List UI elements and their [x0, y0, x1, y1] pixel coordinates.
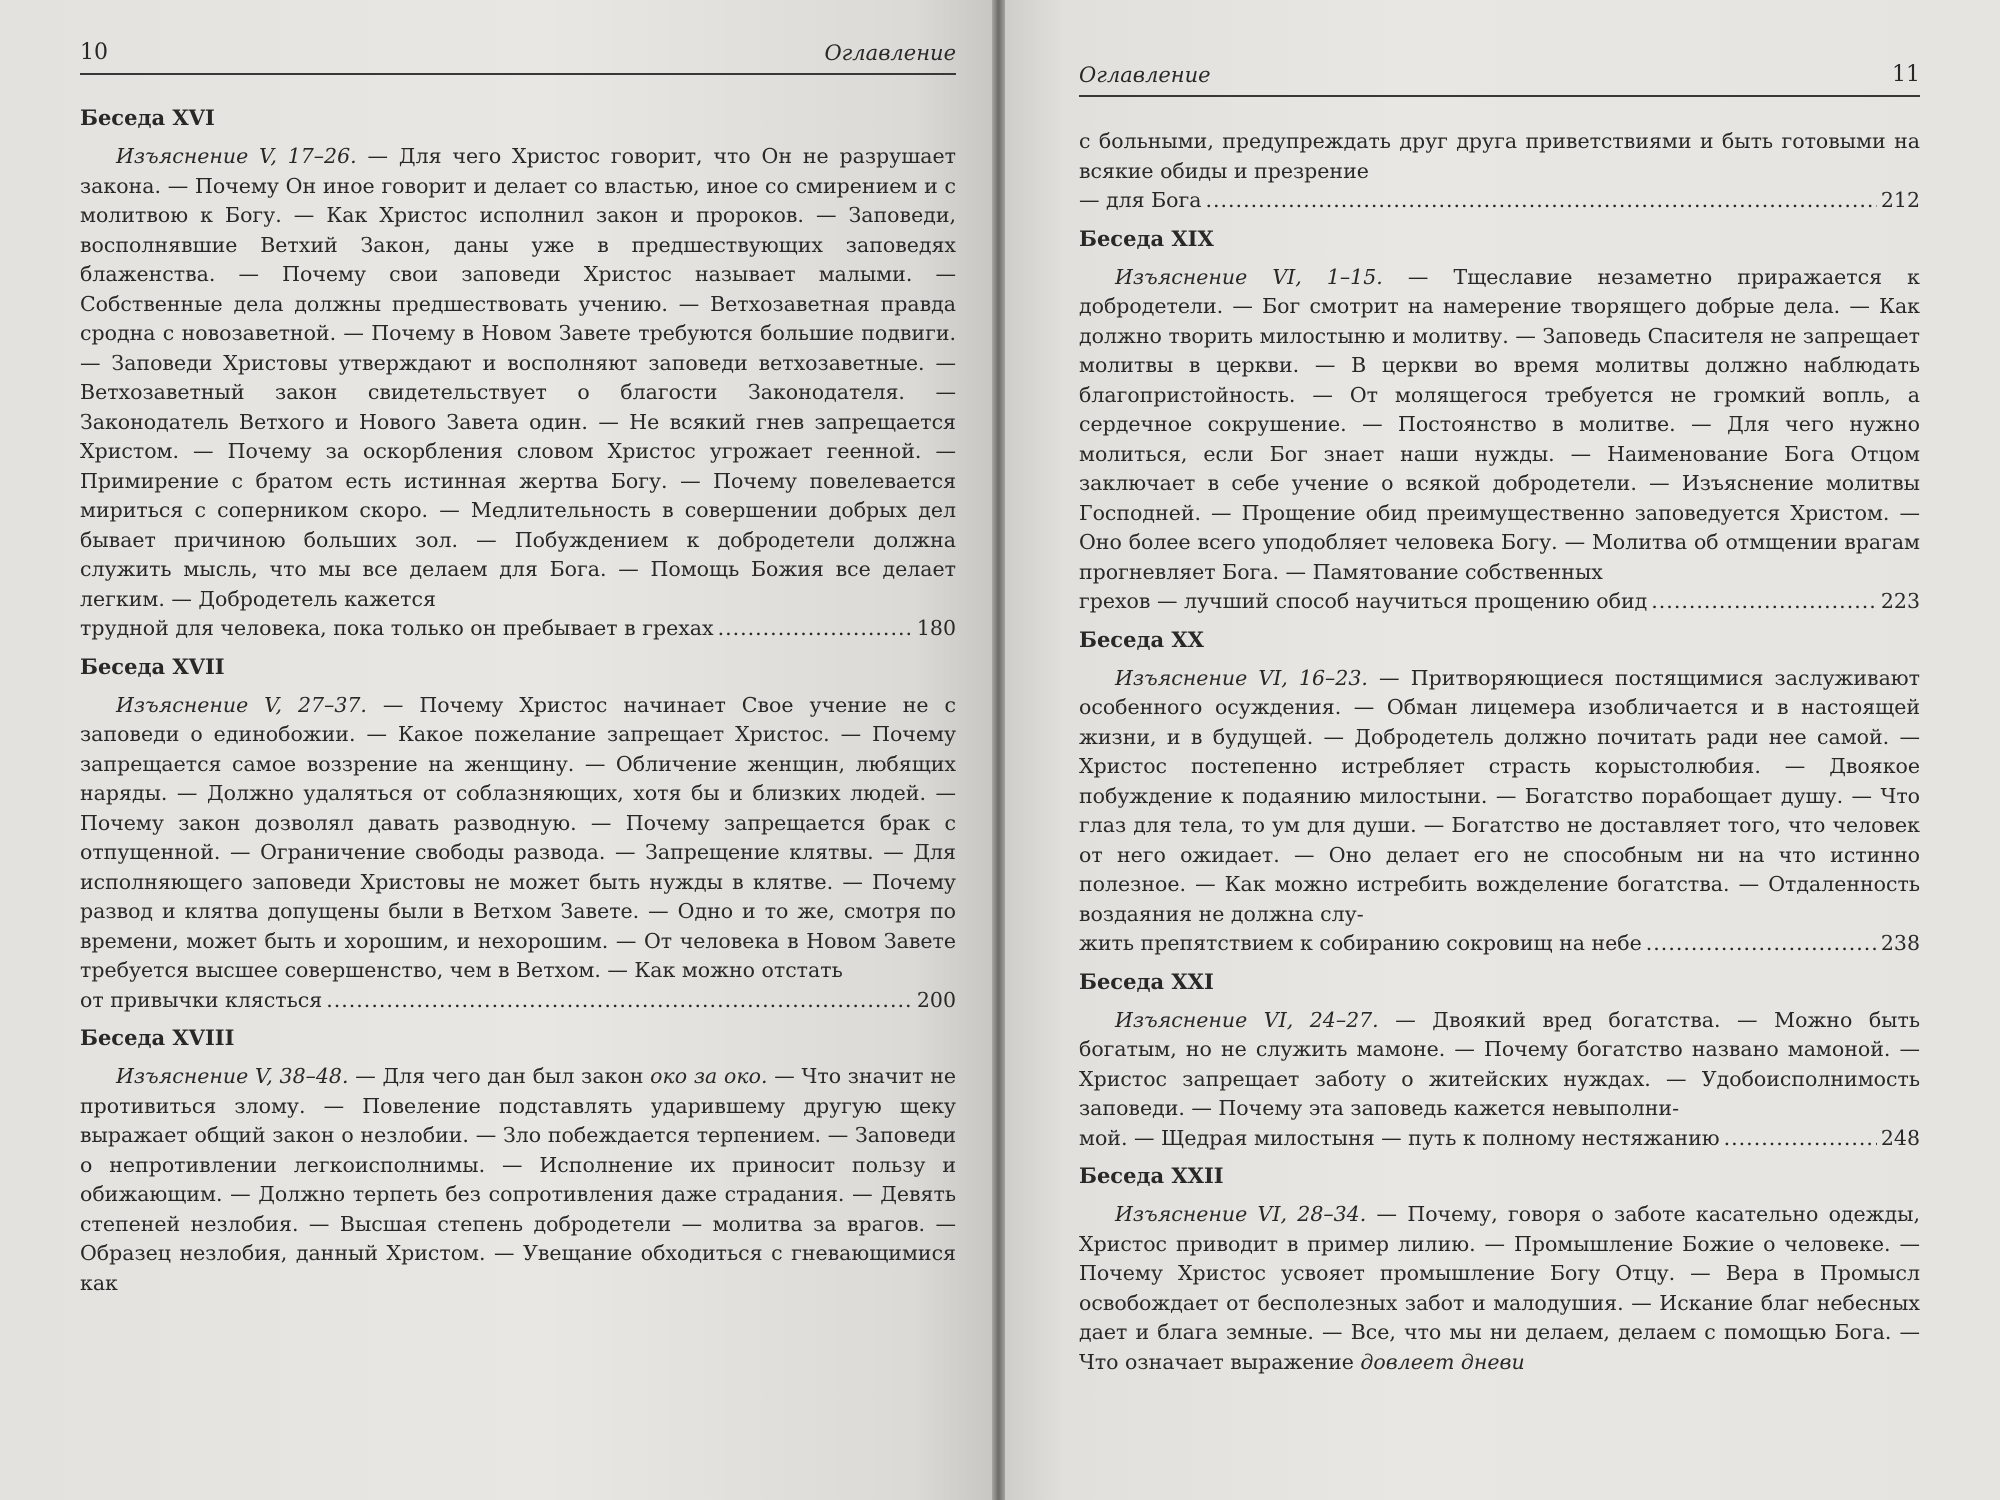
section-summary	[1079, 664, 1920, 930]
scripture-reference: Изъяснение VI, 28–34.	[1115, 1202, 1367, 1226]
summary-text: — Двоякий вред богатства. — Можно быть богатым, но не служить мамоне. — Почему богатство названо мамоной. — Христос запрещает заботу о житейских нуждах. — Удобоисполнимость заповеди. — Почему эта заповедь кажется невыполни-	[1079, 1007, 1920, 1120]
toc-section-xxii	[1079, 1163, 1920, 1377]
dot-leader	[718, 614, 913, 644]
left-page-header	[80, 40, 956, 75]
section-summary	[1079, 1200, 1920, 1377]
dot-leader	[1724, 1124, 1877, 1154]
toc-section-xviii	[80, 1025, 956, 1298]
toc-page-number: 223	[1880, 589, 1920, 613]
summary-last-line: жить препятствием к собиранию сокровищ на небе	[1079, 931, 1642, 955]
scripture-reference: Изъяснение V, 27–37.	[116, 692, 367, 717]
scripture-reference: Изъяснение V, 38–48.	[116, 1064, 349, 1088]
toc-leader-line	[1079, 186, 1920, 216]
section-summary	[1079, 263, 1920, 588]
scripture-reference: Изъяснение VI, 1–15.	[1115, 264, 1383, 289]
toc-leader-line	[80, 614, 956, 644]
summary-last-line: мой. — Щедрая милостыня — путь к полному нестяжанию	[1079, 1125, 1720, 1150]
dot-leader	[1205, 186, 1876, 216]
section-summary	[80, 1062, 956, 1298]
dot-leader	[1646, 929, 1877, 959]
dot-leader	[1651, 587, 1877, 617]
section-title: Беседа XXII	[1079, 1163, 1224, 1188]
toc-leader-line	[1079, 587, 1920, 617]
toc-page-number: 200	[916, 987, 956, 1012]
page-number: 11	[1892, 62, 1920, 87]
summary-text: — Притворяющиеся постящимися заслуживают особенного осуждения. — Обман лицемера изобличается и в настоящей жизни, и в будущей. — Добродетель должно почитать ради нее самой. — Христос постепенно истребляет страсть корыстолюбия. — Двоякое побуждение к подаянию милостыни. — Богатство порабощает душу. — Что глаз для тела, то ум для души. — Богатство не доставляет того, что человек от него ожидает. — Оно делает его не способным ни на что истинно полезное. — Как можно истребить вожделение богатства. — Отдаленность воздаяния не должна слу-	[1079, 665, 1920, 926]
scripture-reference: Изъяснение V, 17–26.	[116, 144, 357, 168]
scripture-reference: Изъяснение VI, 16–23.	[1115, 665, 1368, 690]
toc-section-continuation	[1079, 127, 1920, 216]
toc-page-number: 238	[1880, 931, 1920, 955]
toc-page-number: 180	[916, 616, 956, 640]
italic-phrase: око за око.	[650, 1064, 768, 1088]
section-title: Беседа XXI	[1079, 968, 1214, 994]
dot-leader	[326, 986, 913, 1016]
right-page	[1005, 0, 2000, 1500]
summary-last-line: трудной для человека, пока только он пребывает в грехах	[80, 616, 714, 640]
summary-text: — Почему Христос начинает Свое учение не с заповеди о единобожии. — Какое пожелание запрещает Христос. — Почему запрещается самое воззрение на женщину. — Обличение женщин, любящих наряды. — Должно удаляться от соблазняющих, хотя бы и близких людей. — Почему закон дозволял давать разводную. — Почему запрещается брак с отпущенной. — Ограничение свободы развода. — Запрещение клятвы. — Для исполняющего заповеди Христовы не может быть нужды в клятве. — Почему развод и клятва допущены были в Ветхом Завете. — Одно и то же, смотря по времени, может быть и хорошим, и нехорошим. — От человека в Новом Завете требуется высшее совершенство, чем в Ветхом. — Как можно отстать	[80, 692, 956, 982]
section-title: Беседа XVII	[80, 653, 225, 679]
summary-text: — Для чего дан был закон	[348, 1064, 651, 1088]
summary-text: — Что значит не противиться злому. — Повеление подставлять ударившему другую щеку выражает общий закон о незлобии. — Зло побеждается терпением. — Заповеди о непротивлении легкоисполнимы. — Исполнение их приносит пользу и обижающим. — Должно терпеть без сопротивления даже страдания. — Девять степеней незлобия. — Высшая степень добродетели — молитва за врагов. — Образец незлобия, данный Христом. — Увещание обходиться с гневающимися как	[80, 1064, 956, 1295]
summary-last-line: грехов — лучший способ научиться прощению обид	[1079, 589, 1648, 613]
summary-last-line: от привычки клясться	[80, 987, 323, 1012]
toc-leader-line	[1079, 1124, 1920, 1154]
section-title: Беседа XVI	[80, 105, 215, 130]
toc-section-xx	[1079, 627, 1920, 959]
running-head: Оглавление	[1079, 63, 1211, 87]
toc-leader-line	[1079, 929, 1920, 959]
toc-leader-line	[80, 986, 956, 1016]
italic-phrase: довлеет дневи	[1360, 1349, 1525, 1374]
book-spine	[992, 0, 1005, 1500]
section-title: Беседа XIX	[1079, 225, 1214, 251]
summary-last-line: — для Бога	[1079, 188, 1202, 212]
section-summary	[1079, 1006, 1920, 1124]
section-title: Беседа XVIII	[80, 1025, 235, 1050]
toc-section-xvii	[80, 654, 956, 1016]
toc-page-number: 248	[1880, 1125, 1920, 1150]
scripture-reference: Изъяснение VI, 24–27.	[1115, 1007, 1379, 1032]
page-number: 10	[80, 40, 108, 65]
toc-section-xvi	[80, 105, 956, 644]
left-page	[0, 0, 992, 1500]
section-summary	[80, 691, 956, 986]
toc-section-xix	[1079, 226, 1920, 617]
summary-text: — Тщеславие незаметно приражается к добродетели. — Бог смотрит на намерение творящего добрые дела. — Как должно творить милостыню и молитву. — Заповедь Спасителя не запрещает молитвы в церкви. — В церкви во время молитвы должно наблюдать благопристойность. — От молящегося требуется не громкий вопль, а сердечное сокрушение. — Постоянство в молитве. — Для чего нужно молиться, если Бог знает наши нужды. — Наименование Бога Отцом заключает в себе учение о всякой добродетели. — Изъяснение молитвы Господней. — Прощение обид преимущественно заповедуется Христом. — Оно более всего уподобляет человека Богу. — Молитва об отмщении врагам прогневляет Бога. — Памятование собственных	[1079, 264, 1920, 584]
toc-section-xxi	[1079, 969, 1920, 1154]
section-title: Беседа XX	[1079, 626, 1204, 652]
summary-text: — Почему, говоря о заботе касательно одежды, Христос приводит в пример лилию. — Промышление Божие о человеке. — Почему Христос усвояет промышление Богу Отцу. — Вера в Промысл освобождает от бесполезных забот и малодушия. — Искание благ небесных дает и блага земные. — Все, что мы ни делаем, делаем с помощью Бога. — Что означает выражение	[1079, 1202, 1920, 1374]
running-head: Оглавление	[824, 41, 956, 65]
section-summary: с больными, предупреждать друг друга приветствиями и быть готовыми на всякие обиды и презрение	[1079, 129, 1920, 183]
right-page-header	[1079, 62, 1920, 97]
summary-text: — Для чего Христос говорит, что Он не разрушает закона. — Почему Он иное говорит и делает со властью, иное со смирением и с молитвою к Богу. — Как Христос исполнил закон и пророков. — Заповеди, восполнявшие Ветхий Закон, даны уже в предшествующих заповедях блаженства. — Почему свои заповеди Христос называет малыми. — Собственные дела должны предшествовать учению. — Ветхозаветная правда сродна с новозаветной. — Почему в Новом Завете требуются большие подвиги. — Заповеди Христовы утверждают и восполняют заповеди ветхозаветные. — Ветхозаветный закон свидетельствует о благости Законодателя. — Законодатель Ветхого и Нового Завета один. — Не всякий гнев запрещается Христом. — Почему за оскорбления словом Христос угрожает геенной. — Примирение с братом есть истинная жертва Богу. — Почему повелевается мириться с соперником скоро. — Медлительность в совершении добрых дел бывает причиною больших зол. — Побуждением к добродетели должна служить мысль, что мы все делаем для Бога. — Помощь Божия все делает легким. — Добродетель кажется	[80, 144, 956, 611]
toc-page-number: 212	[1880, 188, 1920, 212]
section-summary	[80, 142, 956, 614]
